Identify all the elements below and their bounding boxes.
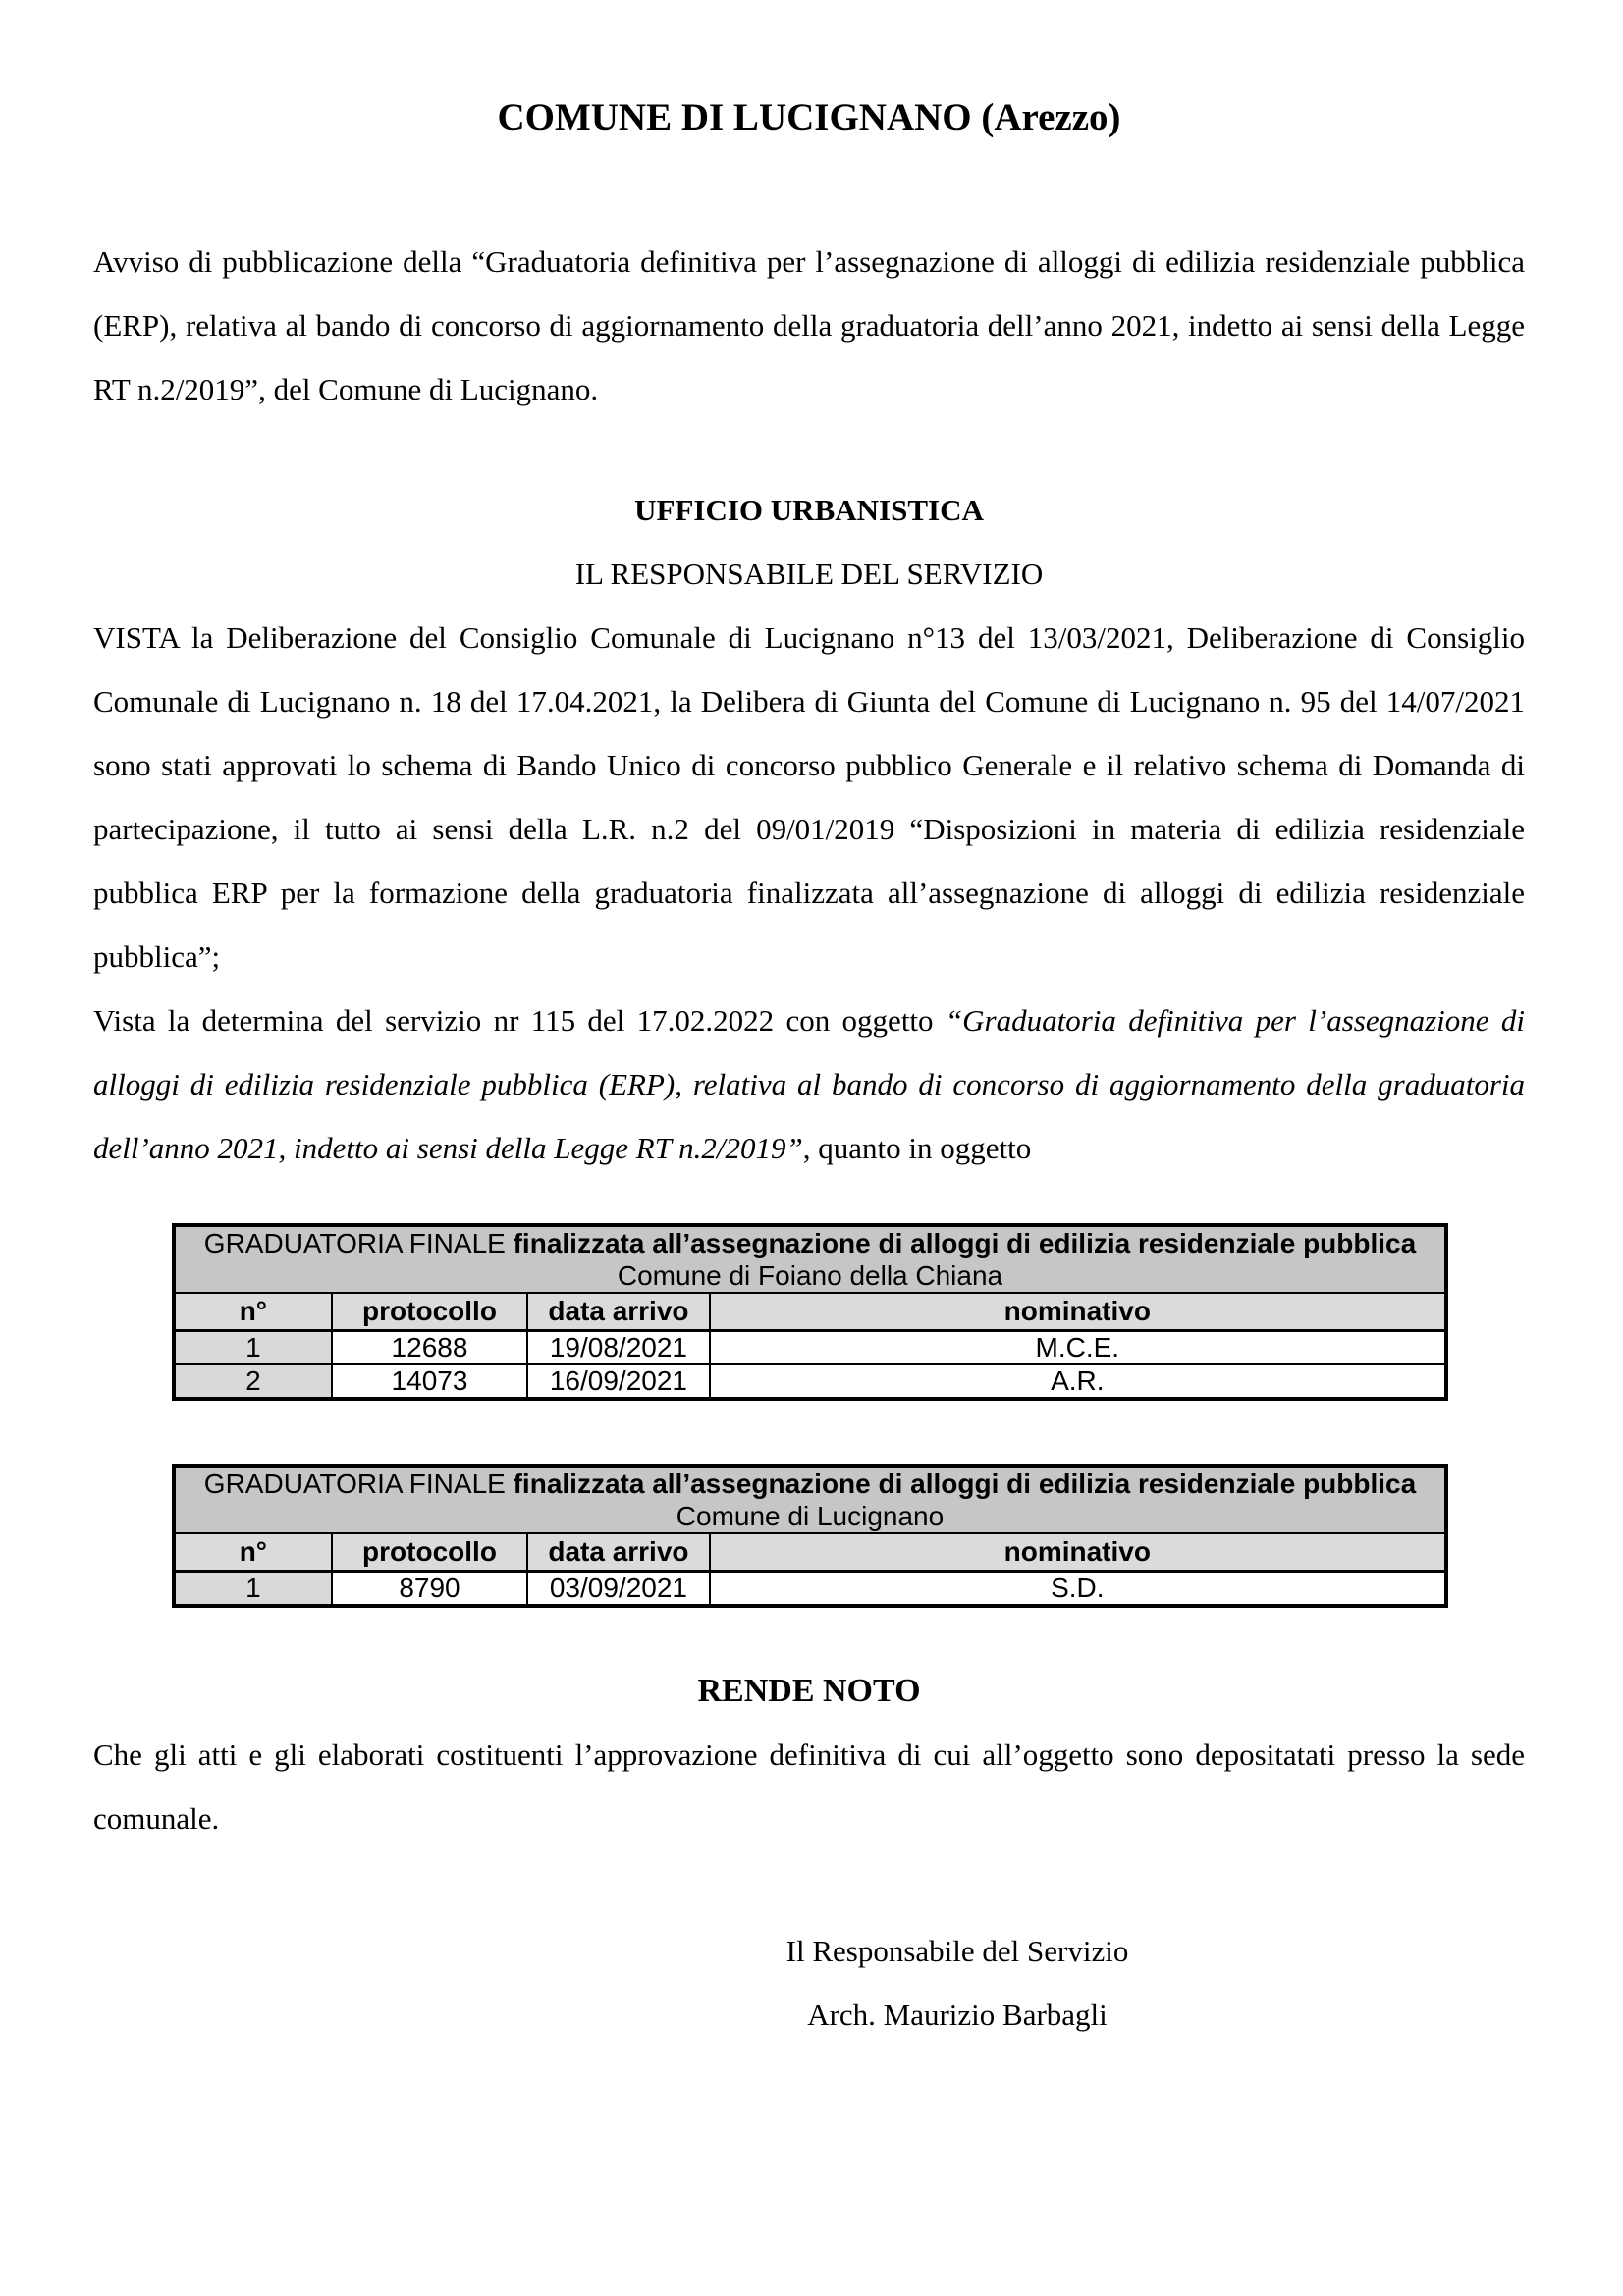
cell-protocollo: 8790 bbox=[332, 1571, 528, 1606]
page-title: COMUNE DI LUCIGNANO (Arezzo) bbox=[497, 96, 1121, 138]
column-header-protocollo: protocollo bbox=[332, 1533, 528, 1571]
cell-data-arrivo: 16/09/2021 bbox=[527, 1364, 709, 1399]
column-header-numero: n° bbox=[174, 1533, 332, 1571]
signature-role: Il Responsabile del Servizio bbox=[785, 1933, 1129, 1968]
column-header-data-arrivo: data arrivo bbox=[527, 1293, 709, 1330]
column-header-nominativo: nominativo bbox=[710, 1293, 1446, 1330]
graduatoria-table-lucignano bbox=[172, 1464, 1448, 1608]
table-title-bold: finalizzata all’assegnazione di alloggi di edilizia residenziale pubblica bbox=[513, 1468, 1417, 1499]
table-subtitle: Comune di Lucignano bbox=[676, 1501, 945, 1531]
column-header-numero: n° bbox=[174, 1293, 332, 1330]
cell-numero: 2 bbox=[174, 1364, 332, 1399]
office-heading: UFFICIO URBANISTICA bbox=[634, 493, 984, 527]
cell-data-arrivo: 19/08/2021 bbox=[527, 1330, 709, 1364]
column-header-nominativo: nominativo bbox=[710, 1533, 1446, 1571]
vista-text: VISTA la Deliberazione del Consiglio Comunale di Lucignano n°13 del 13/03/2021, Deliberazione di Consiglio Comunale di Lucignano n. 18 del 17.04.2021, la Delibera di Giunta del Comune di Lucignano n. 95 del 14/07/2021 sono stati approvati lo schema di Bando Unico di concorso pubblico Generale e il relativo schema di Domanda di partecipazione, il tutto ai sensi della L.R. n.2 del 09/01/2019 “Disposizioni in materia di edilizia residenziale pubblica ERP per la formazione della graduatoria finalizzata all’assegnazione di alloggi di edilizia residenziale pubblica”; bbox=[93, 620, 1525, 974]
intro-paragraph: Avviso di pubblicazione della “Graduatoria definitiva per l’assegnazione di alloggi di edilizia residenziale pubblica (ERP), relativa al bando di concorso di aggiornamento della graduatoria dell’anno 2021, indetto ai sensi della Legge RT n.2/2019”, del Comune di Lucignano. bbox=[93, 244, 1525, 406]
determina-outro: , quanto in oggetto bbox=[802, 1131, 1032, 1165]
table-subtitle: Comune di Foiano della Chiana bbox=[617, 1260, 1003, 1291]
table-title bbox=[182, 1468, 1438, 1500]
table-title bbox=[182, 1227, 1438, 1259]
closing-paragraph: Che gli atti e gli elaborati costituenti l’approvazione definitiva di cui all’oggetto sono depositatati presso la sede comunale. bbox=[93, 1736, 1525, 1836]
table-title-prefix: GRADUATORIA FINALE bbox=[203, 1228, 514, 1258]
cell-nominativo: M.C.E. bbox=[710, 1330, 1446, 1364]
table-header-row bbox=[174, 1533, 1446, 1571]
vista-paragraph bbox=[93, 606, 1525, 988]
table-row bbox=[174, 1330, 1446, 1364]
table-title-row bbox=[174, 1466, 1446, 1533]
cell-nominativo: A.R. bbox=[710, 1364, 1446, 1399]
determina-quote: “Graduatoria definitiva per l’assegnazione di alloggi di edilizia residenziale pubblica (ERP), relativa al bando di concorso di aggiornamento della graduatoria dell’anno 2021, indetto ai sensi della Legge RT n.2/2019” bbox=[93, 1003, 1525, 1165]
table-title-bold: finalizzata all’assegnazione di alloggi di edilizia residenziale pubblica bbox=[513, 1228, 1417, 1258]
table-row bbox=[174, 1571, 1446, 1606]
cell-numero: 1 bbox=[174, 1330, 332, 1364]
table-title-prefix: GRADUATORIA FINALE bbox=[203, 1468, 514, 1499]
determina-intro: Vista la determina del servizio nr 115 del 17.02.2022 con oggetto bbox=[93, 1003, 946, 1038]
signature-block bbox=[663, 1919, 1252, 2047]
graduatoria-table-foiano bbox=[172, 1223, 1448, 1401]
rende-noto-heading: RENDE NOTO bbox=[697, 1672, 921, 1709]
table-header-row bbox=[174, 1293, 1446, 1330]
determina-paragraph bbox=[93, 988, 1525, 1180]
cell-data-arrivo: 03/09/2021 bbox=[527, 1571, 709, 1606]
table-row bbox=[174, 1364, 1446, 1399]
cell-protocollo: 14073 bbox=[332, 1364, 528, 1399]
column-header-data-arrivo: data arrivo bbox=[527, 1533, 709, 1571]
role-heading: IL RESPONSABILE DEL SERVIZIO bbox=[574, 557, 1044, 591]
table-title-row bbox=[174, 1225, 1446, 1293]
column-header-protocollo: protocollo bbox=[332, 1293, 528, 1330]
cell-numero: 1 bbox=[174, 1571, 332, 1606]
table-title-cell bbox=[174, 1466, 1446, 1533]
cell-nominativo: S.D. bbox=[710, 1571, 1446, 1606]
signature-name: Arch. Maurizio Barbagli bbox=[807, 1997, 1108, 2032]
table-title-cell bbox=[174, 1225, 1446, 1293]
cell-protocollo: 12688 bbox=[332, 1330, 528, 1364]
